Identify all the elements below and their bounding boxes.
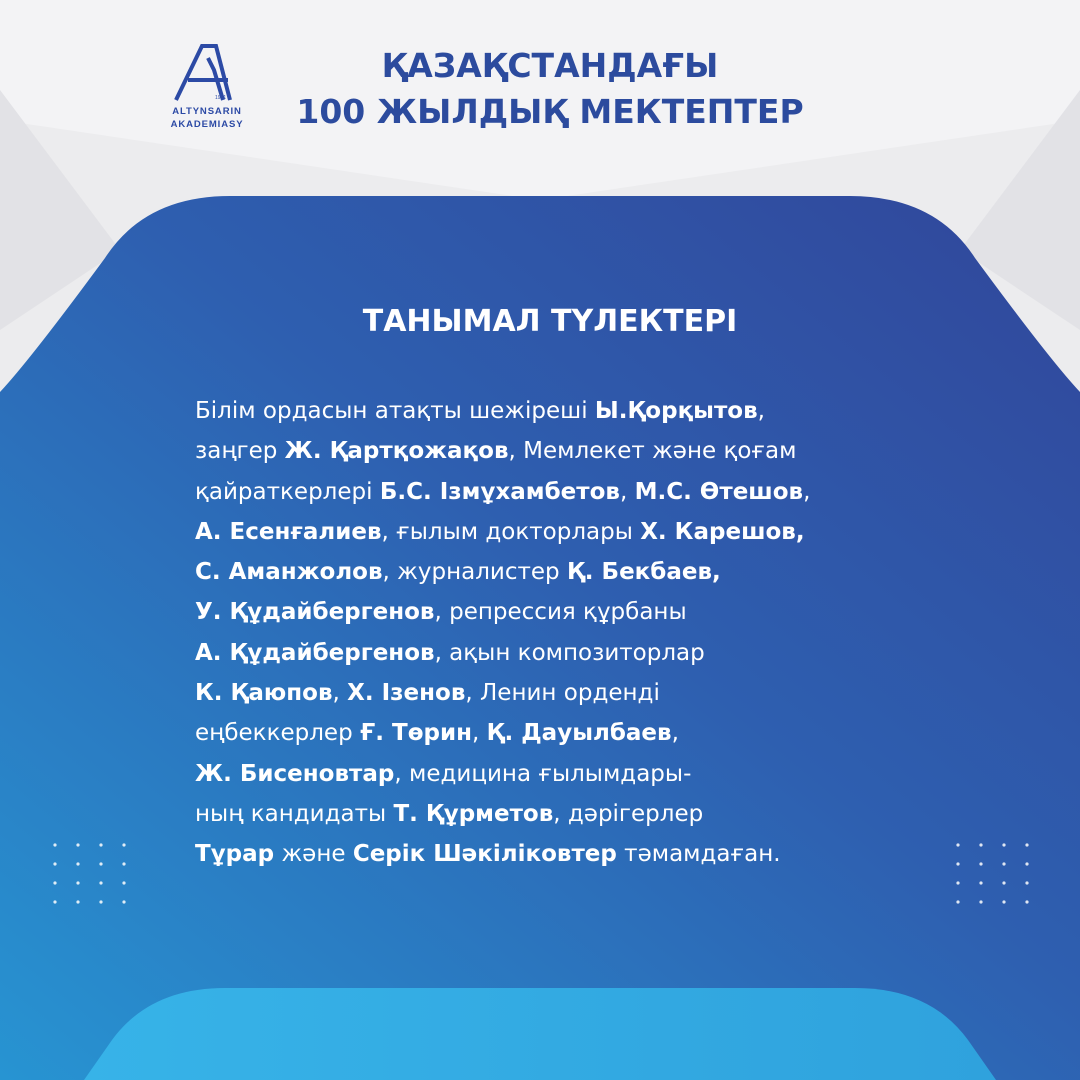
graduate-name: Қ. Дауылбаев [486, 720, 672, 747]
logo-year: 1921 [215, 95, 227, 101]
text-run: тәмамдаған. [616, 841, 781, 868]
text-line [195, 834, 955, 874]
graduate-name: У. Құдайбергенов [195, 599, 435, 626]
text-line [195, 673, 955, 713]
text-run: , Ленин орденді [465, 680, 660, 707]
graduate-name: С. Аманжолов [195, 559, 383, 586]
graduate-name: Х. Ізенов [347, 680, 466, 707]
text-run: қайраткерлері [195, 478, 380, 505]
graduate-name: А. Есенғалиев [195, 518, 382, 545]
bottom-light-panel [84, 988, 996, 1080]
text-run: , медицина ғылымдары- [394, 760, 692, 787]
text-line [195, 391, 955, 431]
text-line [195, 592, 955, 632]
text-line [195, 633, 955, 673]
text-run: Білім ордасын атақты шежіреші [195, 398, 595, 424]
text-run: , Мемлекет және қоғам [508, 438, 797, 465]
text-line [195, 794, 955, 834]
text-line [195, 552, 955, 592]
page-title-line1: ҚАЗАҚСТАНДАҒЫ [381, 46, 719, 85]
graduate-name: А. Құдайбергенов [195, 639, 435, 666]
text-run: , [619, 478, 635, 505]
text-run: , [757, 398, 765, 424]
text-run: , [803, 478, 811, 505]
graduate-name: Тұрар [195, 841, 275, 868]
dot-grid-icon [955, 842, 1029, 906]
text-run: және [274, 841, 353, 868]
text-line [195, 754, 955, 794]
graduates-paragraph [195, 391, 955, 875]
text-run: , ғылым докторлары [381, 518, 641, 545]
text-line [195, 431, 955, 471]
graduate-name: Ы.Қорқытов [594, 398, 758, 424]
graduate-name: К. Қаюпов [195, 680, 333, 707]
graduate-name: Қ. Бекбаев, [566, 559, 721, 586]
text-line [195, 512, 955, 552]
text-run: , ақын композиторлар [434, 639, 705, 666]
text-line [195, 713, 955, 753]
text-run: заңгер [195, 438, 285, 465]
graduate-name: Ж. Бисеновтар [195, 760, 395, 787]
graduate-name: Х. Карешов, [640, 518, 805, 545]
text-run: , дәрігерлер [553, 800, 704, 827]
graduate-name: Ғ. Төрин [359, 720, 472, 747]
page-title-line2: 100 ЖЫЛДЫҚ МЕКТЕПТЕР [296, 92, 804, 131]
text-run: , [332, 680, 348, 707]
graduate-name: Ж. Қартқожақов [284, 438, 509, 465]
text-run: , [671, 720, 679, 747]
dot-grid-icon [52, 842, 126, 906]
text-run: , репрессия құрбаны [434, 599, 687, 626]
altynsarin-logo [166, 40, 248, 130]
graduate-name: Б.С. Ізмұхамбетов [379, 478, 620, 505]
text-run: , [472, 720, 487, 747]
text-run: еңбеккерлер [195, 720, 360, 747]
section-heading: ТАНЫМАЛ ТҮЛЕКТЕРІ [362, 304, 738, 339]
text-run: ның кандидаты [195, 800, 394, 827]
header [0, 0, 1080, 190]
graduate-name: М.С. Өтешов [634, 478, 804, 505]
text-run: , журналистер [382, 559, 567, 586]
altynsarin-a-logo-icon [166, 40, 248, 104]
graduate-name: Т. Құрметов [393, 800, 554, 827]
graduate-name: Серік Шәкіліковтер [352, 841, 617, 868]
logo-text-line2: AKADEMIASY [170, 119, 244, 130]
text-line [195, 472, 955, 512]
logo-text-line1: ALTYNSARIN [172, 106, 242, 117]
